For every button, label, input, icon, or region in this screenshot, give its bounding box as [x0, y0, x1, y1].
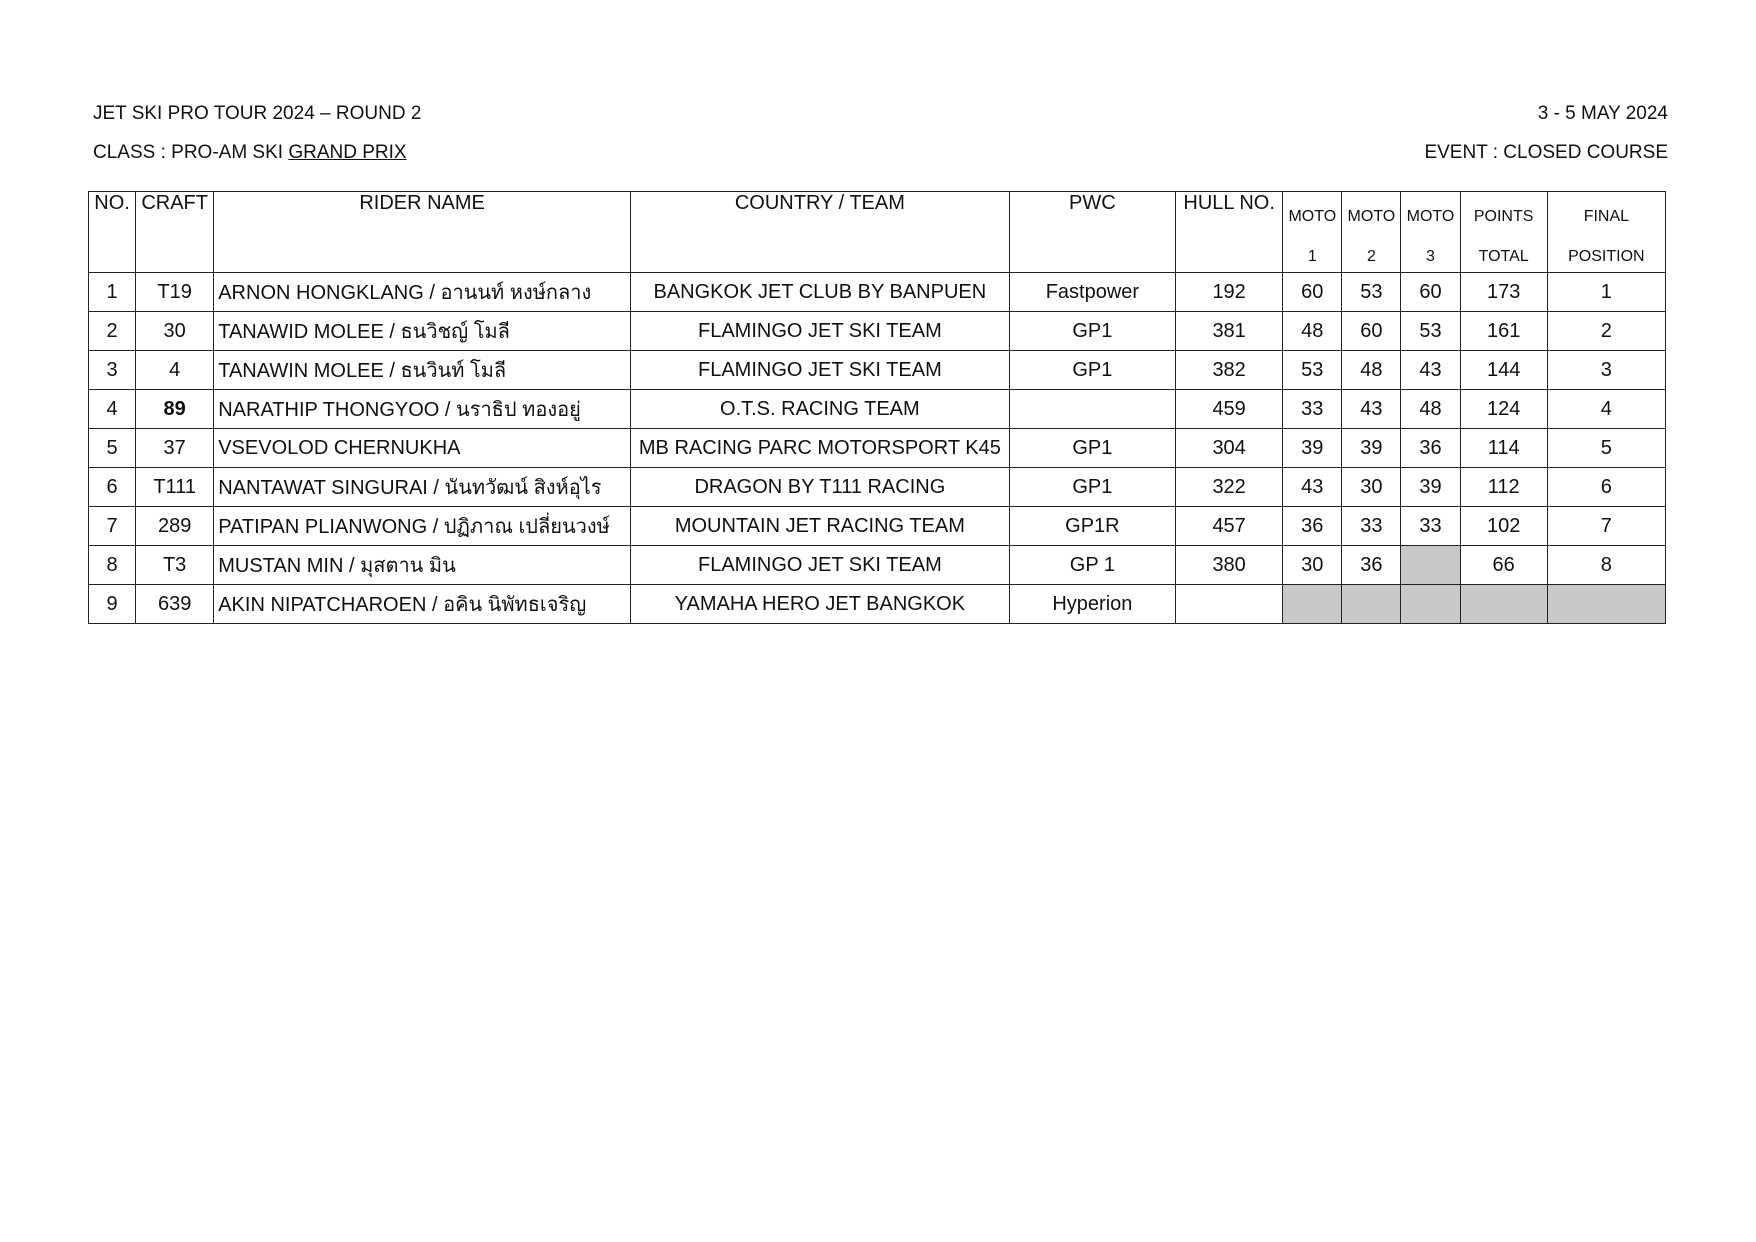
cell-moto3: 43	[1401, 351, 1460, 390]
cell-position: 3	[1547, 351, 1665, 390]
cell-total: 161	[1460, 312, 1547, 351]
cell-pwc: GP 1	[1009, 546, 1175, 585]
cell-craft: 30	[136, 312, 214, 351]
table-row	[89, 351, 1666, 390]
cell-team: FLAMINGO JET SKI TEAM	[631, 312, 1010, 351]
cell-moto3: 60	[1401, 273, 1460, 312]
cell-moto1: 39	[1283, 429, 1342, 468]
col-hull: HULL NO.	[1176, 192, 1283, 273]
cell-position: 1	[1547, 273, 1665, 312]
cell-position: 2	[1547, 312, 1665, 351]
cell-rider: PATIPAN PLIANWONG / ปฏิภาณ เปลี่ยนวงษ์	[214, 507, 631, 546]
cell-total	[1460, 585, 1547, 624]
cell-craft: 289	[136, 507, 214, 546]
cell-craft: T19	[136, 273, 214, 312]
col-team: COUNTRY / TEAM	[631, 192, 1010, 273]
cell-no: 6	[89, 468, 136, 507]
cell-craft: T111	[136, 468, 214, 507]
event-dates: 3 - 5 MAY 2024	[1537, 103, 1668, 124]
cell-team: FLAMINGO JET SKI TEAM	[631, 546, 1010, 585]
cell-team: FLAMINGO JET SKI TEAM	[631, 351, 1010, 390]
cell-moto1: 36	[1283, 507, 1342, 546]
cell-total: 173	[1460, 273, 1547, 312]
table-row	[89, 429, 1666, 468]
cell-craft: 37	[136, 429, 214, 468]
cell-team: DRAGON BY T111 RACING	[631, 468, 1010, 507]
cell-rider: ARNON HONGKLANG / อานนท์ หงษ์กลาง	[214, 273, 631, 312]
class-prefix: CLASS : PRO-AM SKI	[93, 142, 289, 163]
cell-moto1: 43	[1283, 468, 1342, 507]
cell-position: 7	[1547, 507, 1665, 546]
cell-total: 124	[1460, 390, 1547, 429]
col-moto3: MOTO 3	[1401, 192, 1460, 273]
cell-moto2: 36	[1342, 546, 1401, 585]
cell-hull: 382	[1176, 351, 1283, 390]
cell-total: 144	[1460, 351, 1547, 390]
cell-rider: TANAWID MOLEE / ธนวิชญ์ โมลี	[214, 312, 631, 351]
cell-moto2: 60	[1342, 312, 1401, 351]
cell-craft: 639	[136, 585, 214, 624]
cell-hull: 381	[1176, 312, 1283, 351]
cell-moto3: 48	[1401, 390, 1460, 429]
table-row	[89, 546, 1666, 585]
col-final-position: FINAL POSITION	[1547, 192, 1665, 273]
cell-moto2: 53	[1342, 273, 1401, 312]
cell-rider: MUSTAN MIN / มุสตาน มิน	[214, 546, 631, 585]
col-pwc: PWC	[1009, 192, 1175, 273]
cell-pwc: Fastpower	[1009, 273, 1175, 312]
cell-no: 7	[89, 507, 136, 546]
cell-rider: NANTAWAT SINGURAI / นันทวัฒน์ สิงห์อุไร	[214, 468, 631, 507]
cell-moto1: 48	[1283, 312, 1342, 351]
col-moto2: MOTO 2	[1342, 192, 1401, 273]
cell-craft: 89	[136, 390, 214, 429]
cell-total: 112	[1460, 468, 1547, 507]
cell-hull: 192	[1176, 273, 1283, 312]
table-body	[89, 273, 1666, 624]
table-header	[89, 192, 1666, 273]
cell-pwc: GP1	[1009, 429, 1175, 468]
cell-moto1: 30	[1283, 546, 1342, 585]
cell-moto1: 60	[1283, 273, 1342, 312]
cell-pwc: GP1	[1009, 351, 1175, 390]
cell-team: MOUNTAIN JET RACING TEAM	[631, 507, 1010, 546]
cell-hull: 304	[1176, 429, 1283, 468]
cell-total: 114	[1460, 429, 1547, 468]
cell-moto3: 33	[1401, 507, 1460, 546]
table-row	[89, 273, 1666, 312]
cell-pwc	[1009, 390, 1175, 429]
cell-rider: AKIN NIPATCHAROEN / อคิน นิพัทธเจริญ	[214, 585, 631, 624]
col-moto1: MOTO 1	[1283, 192, 1342, 273]
cell-hull: 322	[1176, 468, 1283, 507]
cell-moto2: 39	[1342, 429, 1401, 468]
table-row	[89, 507, 1666, 546]
cell-moto3: 39	[1401, 468, 1460, 507]
cell-moto2: 30	[1342, 468, 1401, 507]
col-points-total: POINTS TOTAL	[1460, 192, 1547, 273]
cell-no: 8	[89, 546, 136, 585]
cell-position: 6	[1547, 468, 1665, 507]
table-row	[89, 390, 1666, 429]
col-craft: CRAFT	[136, 192, 214, 273]
cell-no: 9	[89, 585, 136, 624]
table-row	[89, 585, 1666, 624]
cell-position: 8	[1547, 546, 1665, 585]
cell-moto2: 33	[1342, 507, 1401, 546]
cell-team: YAMAHA HERO JET BANGKOK	[631, 585, 1010, 624]
cell-moto3: 36	[1401, 429, 1460, 468]
cell-moto2	[1342, 585, 1401, 624]
cell-no: 1	[89, 273, 136, 312]
cell-no: 3	[89, 351, 136, 390]
class-label	[93, 142, 407, 164]
cell-hull: 380	[1176, 546, 1283, 585]
cell-position: 5	[1547, 429, 1665, 468]
cell-rider: VSEVOLOD CHERNUKHA	[214, 429, 631, 468]
table-row	[89, 312, 1666, 351]
cell-team: MB RACING PARC MOTORSPORT K45	[631, 429, 1010, 468]
cell-moto3	[1401, 585, 1460, 624]
results-table	[88, 191, 1666, 624]
cell-pwc: GP1R	[1009, 507, 1175, 546]
cell-no: 4	[89, 390, 136, 429]
cell-pwc: GP1	[1009, 312, 1175, 351]
cell-moto2: 43	[1342, 390, 1401, 429]
cell-moto1: 53	[1283, 351, 1342, 390]
cell-rider: NARATHIP THONGYOO / นราธิป ทองอยู่	[214, 390, 631, 429]
cell-team: BANGKOK JET CLUB BY BANPUEN	[631, 273, 1010, 312]
cell-rider: TANAWIN MOLEE / ธนวินท์ โมลี	[214, 351, 631, 390]
cell-moto3: 53	[1401, 312, 1460, 351]
event-type: EVENT : CLOSED COURSE	[1424, 142, 1668, 163]
cell-craft: 4	[136, 351, 214, 390]
event-title: JET SKI PRO TOUR 2024 – ROUND 2	[93, 103, 422, 124]
cell-pwc: GP1	[1009, 468, 1175, 507]
cell-hull: 459	[1176, 390, 1283, 429]
cell-moto1	[1283, 585, 1342, 624]
table-row	[89, 468, 1666, 507]
cell-no: 2	[89, 312, 136, 351]
class-name: GRAND PRIX	[288, 142, 407, 163]
cell-total: 66	[1460, 546, 1547, 585]
cell-position: 4	[1547, 390, 1665, 429]
cell-moto1: 33	[1283, 390, 1342, 429]
cell-hull: 457	[1176, 507, 1283, 546]
cell-team: O.T.S. RACING TEAM	[631, 390, 1010, 429]
col-rider: RIDER NAME	[214, 192, 631, 273]
col-no: NO.	[89, 192, 136, 273]
cell-no: 5	[89, 429, 136, 468]
cell-moto2: 48	[1342, 351, 1401, 390]
cell-hull	[1176, 585, 1283, 624]
cell-craft: T3	[136, 546, 214, 585]
cell-position	[1547, 585, 1665, 624]
cell-total: 102	[1460, 507, 1547, 546]
cell-pwc: Hyperion	[1009, 585, 1175, 624]
cell-moto3	[1401, 546, 1460, 585]
